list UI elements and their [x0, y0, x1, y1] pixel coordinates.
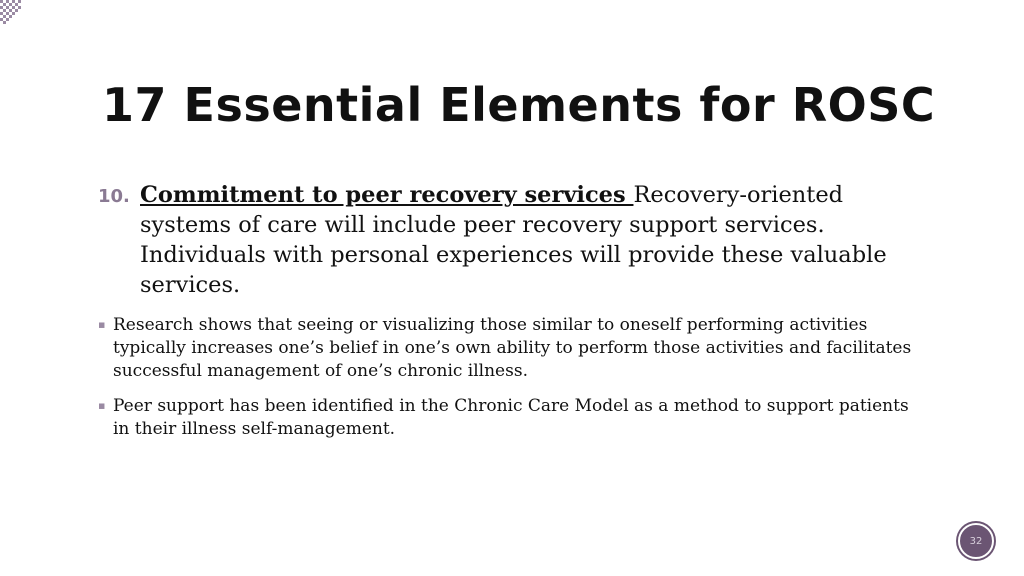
bullet-text: Peer support has been identified in the Chronic Care Model as a method to support patients in their illness self-management.: [113, 396, 909, 439]
numbered-item: [98, 180, 918, 300]
bullet-text: Research shows that seeing or visualizing those similar to oneself performing activities typically increases one’s belief in one’s own ability to perform those activities and facilitates successful management of one’s chronic illness.: [113, 315, 912, 381]
slide-number: 32: [969, 535, 983, 547]
item-heading: Commitment to peer recovery services: [140, 182, 634, 208]
square-bullet-icon: ▪: [98, 318, 106, 331]
bullet-list: [98, 314, 928, 453]
item-body: [140, 180, 918, 300]
bullet-item: [98, 314, 928, 383]
bullet-item: [98, 395, 928, 441]
slide-title: 17 Essential Elements for ROSC: [102, 78, 936, 132]
square-bullet-icon: ▪: [98, 399, 106, 412]
slide-number-badge: [958, 523, 994, 559]
item-number: 10.: [98, 186, 130, 207]
item-text: Recovery-oriented systems of care will include peer recovery support services. Individuals with personal experiences will provide these valuable services.: [140, 182, 887, 298]
corner-decoration-pattern: [0, 0, 22, 26]
